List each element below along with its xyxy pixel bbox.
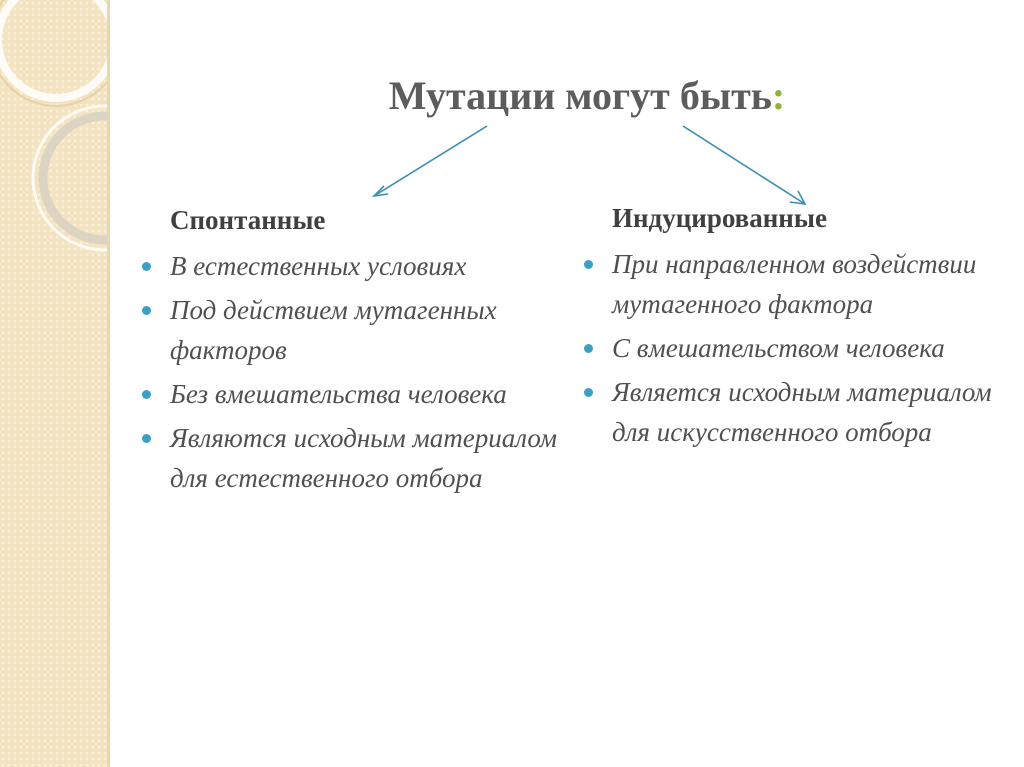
slide-title-colon: : bbox=[771, 73, 786, 118]
bullet-icon bbox=[584, 260, 593, 269]
bullet-icon bbox=[142, 390, 151, 399]
slide-title-text: Мутации могут быть bbox=[388, 73, 772, 118]
list-item: Является исходным материалом для искусственного отбора bbox=[582, 372, 1002, 452]
bullet-icon bbox=[142, 434, 151, 443]
induced-column bbox=[582, 198, 1002, 456]
list-item: Без вмешательства человека bbox=[140, 374, 570, 414]
bullet-icon bbox=[584, 388, 593, 397]
spontaneous-heading: Спонтанные bbox=[170, 205, 326, 235]
bullet-icon bbox=[142, 262, 151, 271]
induced-list bbox=[582, 244, 1002, 452]
arrow-to-spontaneous bbox=[374, 126, 487, 196]
list-item: Являются исходным материалом для естественного отбора bbox=[140, 418, 570, 498]
bullet-icon bbox=[142, 306, 151, 315]
induced-heading: Индуцированные bbox=[612, 203, 827, 233]
list-item: С вмешательством человека bbox=[582, 328, 1002, 368]
bullet-icon bbox=[584, 344, 593, 353]
list-item: При направленном воздействии мутагенного фактора bbox=[582, 244, 1002, 324]
list-item: Под действием мутагенных факторов bbox=[140, 290, 570, 370]
spontaneous-column bbox=[140, 200, 570, 502]
list-item: В естественных условиях bbox=[140, 246, 570, 286]
arrow-to-induced bbox=[683, 126, 805, 204]
spontaneous-list bbox=[140, 246, 570, 498]
